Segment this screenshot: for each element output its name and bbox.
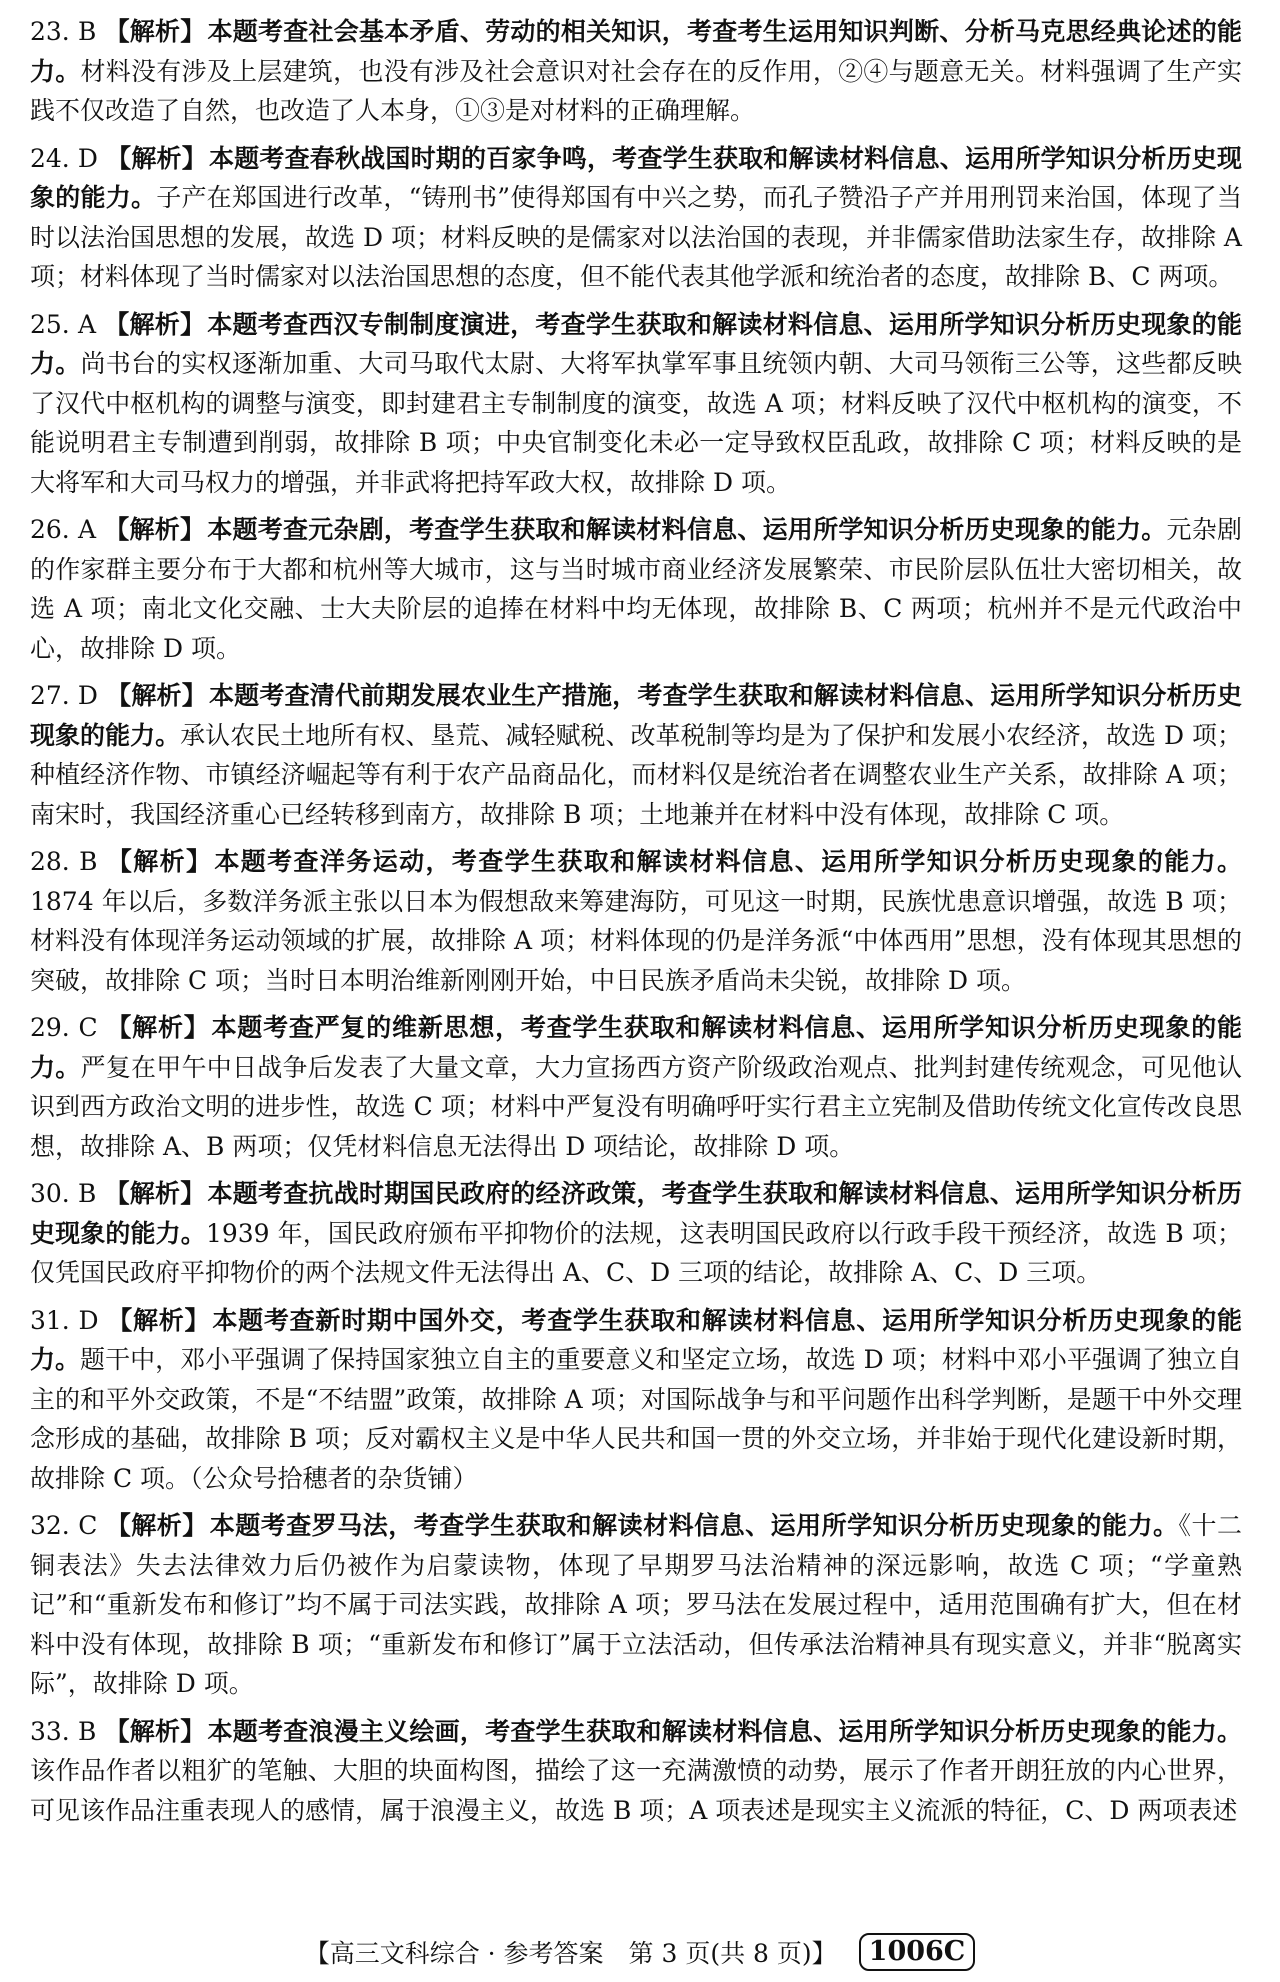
answer-item: [30, 510, 1242, 668]
page-footer: [0, 1932, 1280, 1972]
analysis-body: 1874 年以后，多数洋务派主张以日本为假想敌来筹建海防，可见这一时期，民族忧患意识增强，故选 B 项；材料没有体现洋务运动领域的扩展，故排除 A 项；材料体现的仍是洋务派“中体西用”思想，没有体现其思想的突破，故排除 C 项；当时日本明治维新刚刚开始，中日民族矛盾尚未尖锐，故排除 D 项。: [30, 886, 1242, 995]
analysis-body: 元杂剧的作家群主要分布于大都和杭州等大城市，这与当时城市商业经济发展繁荣、市民阶层队伍壮大密切相关，故选 A 项；南北文化交融、士大夫阶层的追捧在材料中均无体现，故排除 B、C 两项；杭州并不是元代政治中心，故排除 D 项。: [30, 515, 1242, 663]
analysis-tag: 【解析】: [104, 515, 206, 544]
answer-number: 25. A: [30, 309, 97, 339]
answer-page: [30, 12, 1242, 1838]
answer-item: [30, 139, 1242, 297]
analysis-tag: 【解析】: [105, 1013, 210, 1042]
analysis-lead: 本题考查严复的维新思想，考查学生获取和解读材料信息、运用所学知识分析历史现象的能力。: [30, 1013, 1242, 1082]
analysis-lead: 本题考查新时期中国外交，考查学生获取和解读材料信息、运用所学知识分析历史现象的能力。: [30, 1305, 1242, 1374]
analysis-body: 材料没有涉及上层建筑，也没有涉及社会意识对社会存在的反作用，②④与题意无关。材料强调了生产实践不仅改造了自然，也改造了人本身，①③是对材料的正确理解。: [30, 56, 1242, 125]
analysis-body: 题干中，邓小平强调了保持国家独立自主的重要意义和坚定立场，故选 D 项；材料中邓小平强调了独立自主的和平外交政策，不是“不结盟”政策，故排除 A 项；对国际战争与和平问题作出科学判断，是题干中外交理念形成的基础，故排除 B 项；反对霸权主义是中华人民共和国一贯的外交立场，并非始于现代化建设新时期，故排除 C 项。（公众号拾穗者的杂货铺）: [30, 1345, 1242, 1493]
analysis-lead: 本题考查社会基本矛盾、劳动的相关知识，考查考生运用知识判断、分析马克思经典论述的能力。: [30, 17, 1242, 86]
analysis-lead: 本题考查浪漫主义绘画，考查学生获取和解读材料信息、运用所学知识分析历史现象的能力。: [207, 1716, 1242, 1746]
analysis-lead: 本题考查罗马法，考查学生获取和解读材料信息、运用所学知识分析历史现象的能力。: [209, 1511, 1179, 1540]
footer-title: 【高三文科综合 · 参考答案 第 3 页(共 8 页)】: [304, 1939, 837, 1968]
analysis-body: 1939 年，国民政府颁布平抑物价的法规，这表明国民政府以行政手段干预经济，故选 B 项；仅凭国民政府平抑物价的两个法规文件无法得出 A、C、D 三项的结论，故排除 A、C、D 三项。: [30, 1218, 1242, 1287]
paper-code-badge: 1006C: [859, 1933, 976, 1971]
answer-item: [30, 12, 1242, 131]
answer-number: 23. B: [30, 17, 97, 46]
answer-item: [30, 1174, 1242, 1293]
analysis-tag: 【解析】: [105, 1511, 208, 1540]
answer-item: [30, 1506, 1242, 1704]
analysis-lead: 本题考查清代前期发展农业生产措施，考查学生获取和解读材料信息、运用所学知识分析历史现象的能力。: [30, 681, 1242, 750]
answer-number: 33. B: [30, 1716, 97, 1746]
analysis-tag: 【解析】: [104, 1716, 206, 1746]
analysis-tag: 【解析】: [104, 309, 206, 339]
analysis-tag: 【解析】: [105, 681, 207, 710]
answer-item: [30, 842, 1242, 1000]
analysis-tag: 【解析】: [106, 1305, 211, 1335]
analysis-body: 该作品作者以粗犷的笔触、大胆的块面构图，描绘了这一充满激愤的动势，展示了作者开朗狂放的内心世界，可见该作品注重表现人的感情，属于浪漫主义，故选 B 项；A 项表述是现实主义流派的特征，C、D 两项表述: [30, 1756, 1242, 1825]
answer-number: 32. C: [30, 1511, 98, 1540]
analysis-lead: 本题考查抗战时期国民政府的经济政策，考查学生获取和解读材料信息、运用所学知识分析历史现象的能力。: [30, 1179, 1242, 1248]
answer-item: [30, 1301, 1242, 1499]
analysis-lead: 本题考查洋务运动，考查学生获取和解读材料信息、运用所学知识分析历史现象的能力。: [214, 847, 1242, 876]
analysis-body: 承认农民土地所有权、垦荒、减轻赋税、改革税制等均是为了保护和发展小农经济，故选 D 项；种植经济作物、市镇经济崛起等有利于农产品商品化，而材料仅是统治者在调整农业生产关系，故排除 A 项；南宋时，我国经济重心已经转移到南方，故排除 B 项；土地兼并在材料中没有体现，故排除 C 项。: [30, 720, 1242, 829]
analysis-body: 严复在甲午中日战争后发表了大量文章，大力宣扬西方资产阶级政治观点、批判封建传统观念，可见他认识到西方政治文明的进步性，故选 C 项；材料中严复没有明确呼吁实行君主立宪制及借助传统文化宣传改良思想，故排除 A、B 两项；仅凭材料信息无法得出 D 项结论，故排除 D 项。: [30, 1052, 1242, 1161]
answer-item: [30, 305, 1242, 503]
answer-number: 29. C: [30, 1013, 98, 1042]
analysis-body: 《十二铜表法》失去法律效力后仍被作为启蒙读物，体现了早期罗马法治精神的深远影响，故选 C 项；“学童熟记”和“重新发布和修订”均不属于司法实践，故排除 A 项；罗马法在发展过程中，适用范围确有扩大，但在材料中没有体现，故排除 B 项；“重新发布和修订”属于立法活动，但传承法治精神具有现实意义，并非“脱离实际”，故排除 D 项。: [30, 1511, 1242, 1698]
answer-number: 30. B: [30, 1179, 97, 1208]
answer-number: 27. D: [30, 681, 98, 710]
analysis-tag: 【解析】: [104, 17, 206, 46]
analysis-body: 尚书台的实权逐渐加重、大司马取代太尉、大将军执掌军事且统领内朝、大司马领衔三公等，这些都反映了汉代中枢机构的调整与演变，即封建君主专制制度的演变，故选 A 项；材料反映了汉代中枢机构的演变，不能说明君主专制遭到削弱，故排除 B 项；中央官制变化未必一定导致权臣乱政，故排除 C 项；材料反映的是大将军和大司马权力的增强，并非武将把持军政大权，故排除 D 项。: [30, 349, 1242, 497]
answer-number: 28. B: [30, 847, 98, 876]
answer-item: [30, 1008, 1242, 1166]
analysis-tag: 【解析】: [105, 143, 207, 173]
analysis-tag: 【解析】: [105, 847, 213, 876]
analysis-lead: 本题考查西汉专制制度演进，考查学生获取和解读材料信息、运用所学知识分析历史现象的能力。: [30, 309, 1242, 378]
answer-number: 26. A: [30, 515, 97, 544]
analysis-lead: 本题考查元杂剧，考查学生获取和解读材料信息、运用所学知识分析历史现象的能力。: [207, 515, 1167, 544]
answer-list: [30, 12, 1242, 1830]
answer-item: [30, 676, 1242, 834]
analysis-lead: 本题考查春秋战国时期的百家争鸣，考查学生获取和解读材料信息、运用所学知识分析历史现象的能力。: [30, 143, 1242, 212]
answer-item: [30, 1712, 1242, 1831]
answer-number: 24. D: [30, 143, 98, 173]
answer-number: 31. D: [30, 1305, 99, 1335]
analysis-body: 子产在郑国进行改革，“铸刑书”使得郑国有中兴之势，而孔子赞沿子产并用刑罚来治国，体现了当时以法治国思想的发展，故选 D 项；材料反映的是儒家对以法治国的表现，并非儒家借助法家生存，故排除 A 项；材料体现了当时儒家对以法治国思想的态度，但不能代表其他学派和统治者的态度，故排除 B、C 两项。: [30, 183, 1242, 291]
analysis-tag: 【解析】: [104, 1179, 206, 1208]
